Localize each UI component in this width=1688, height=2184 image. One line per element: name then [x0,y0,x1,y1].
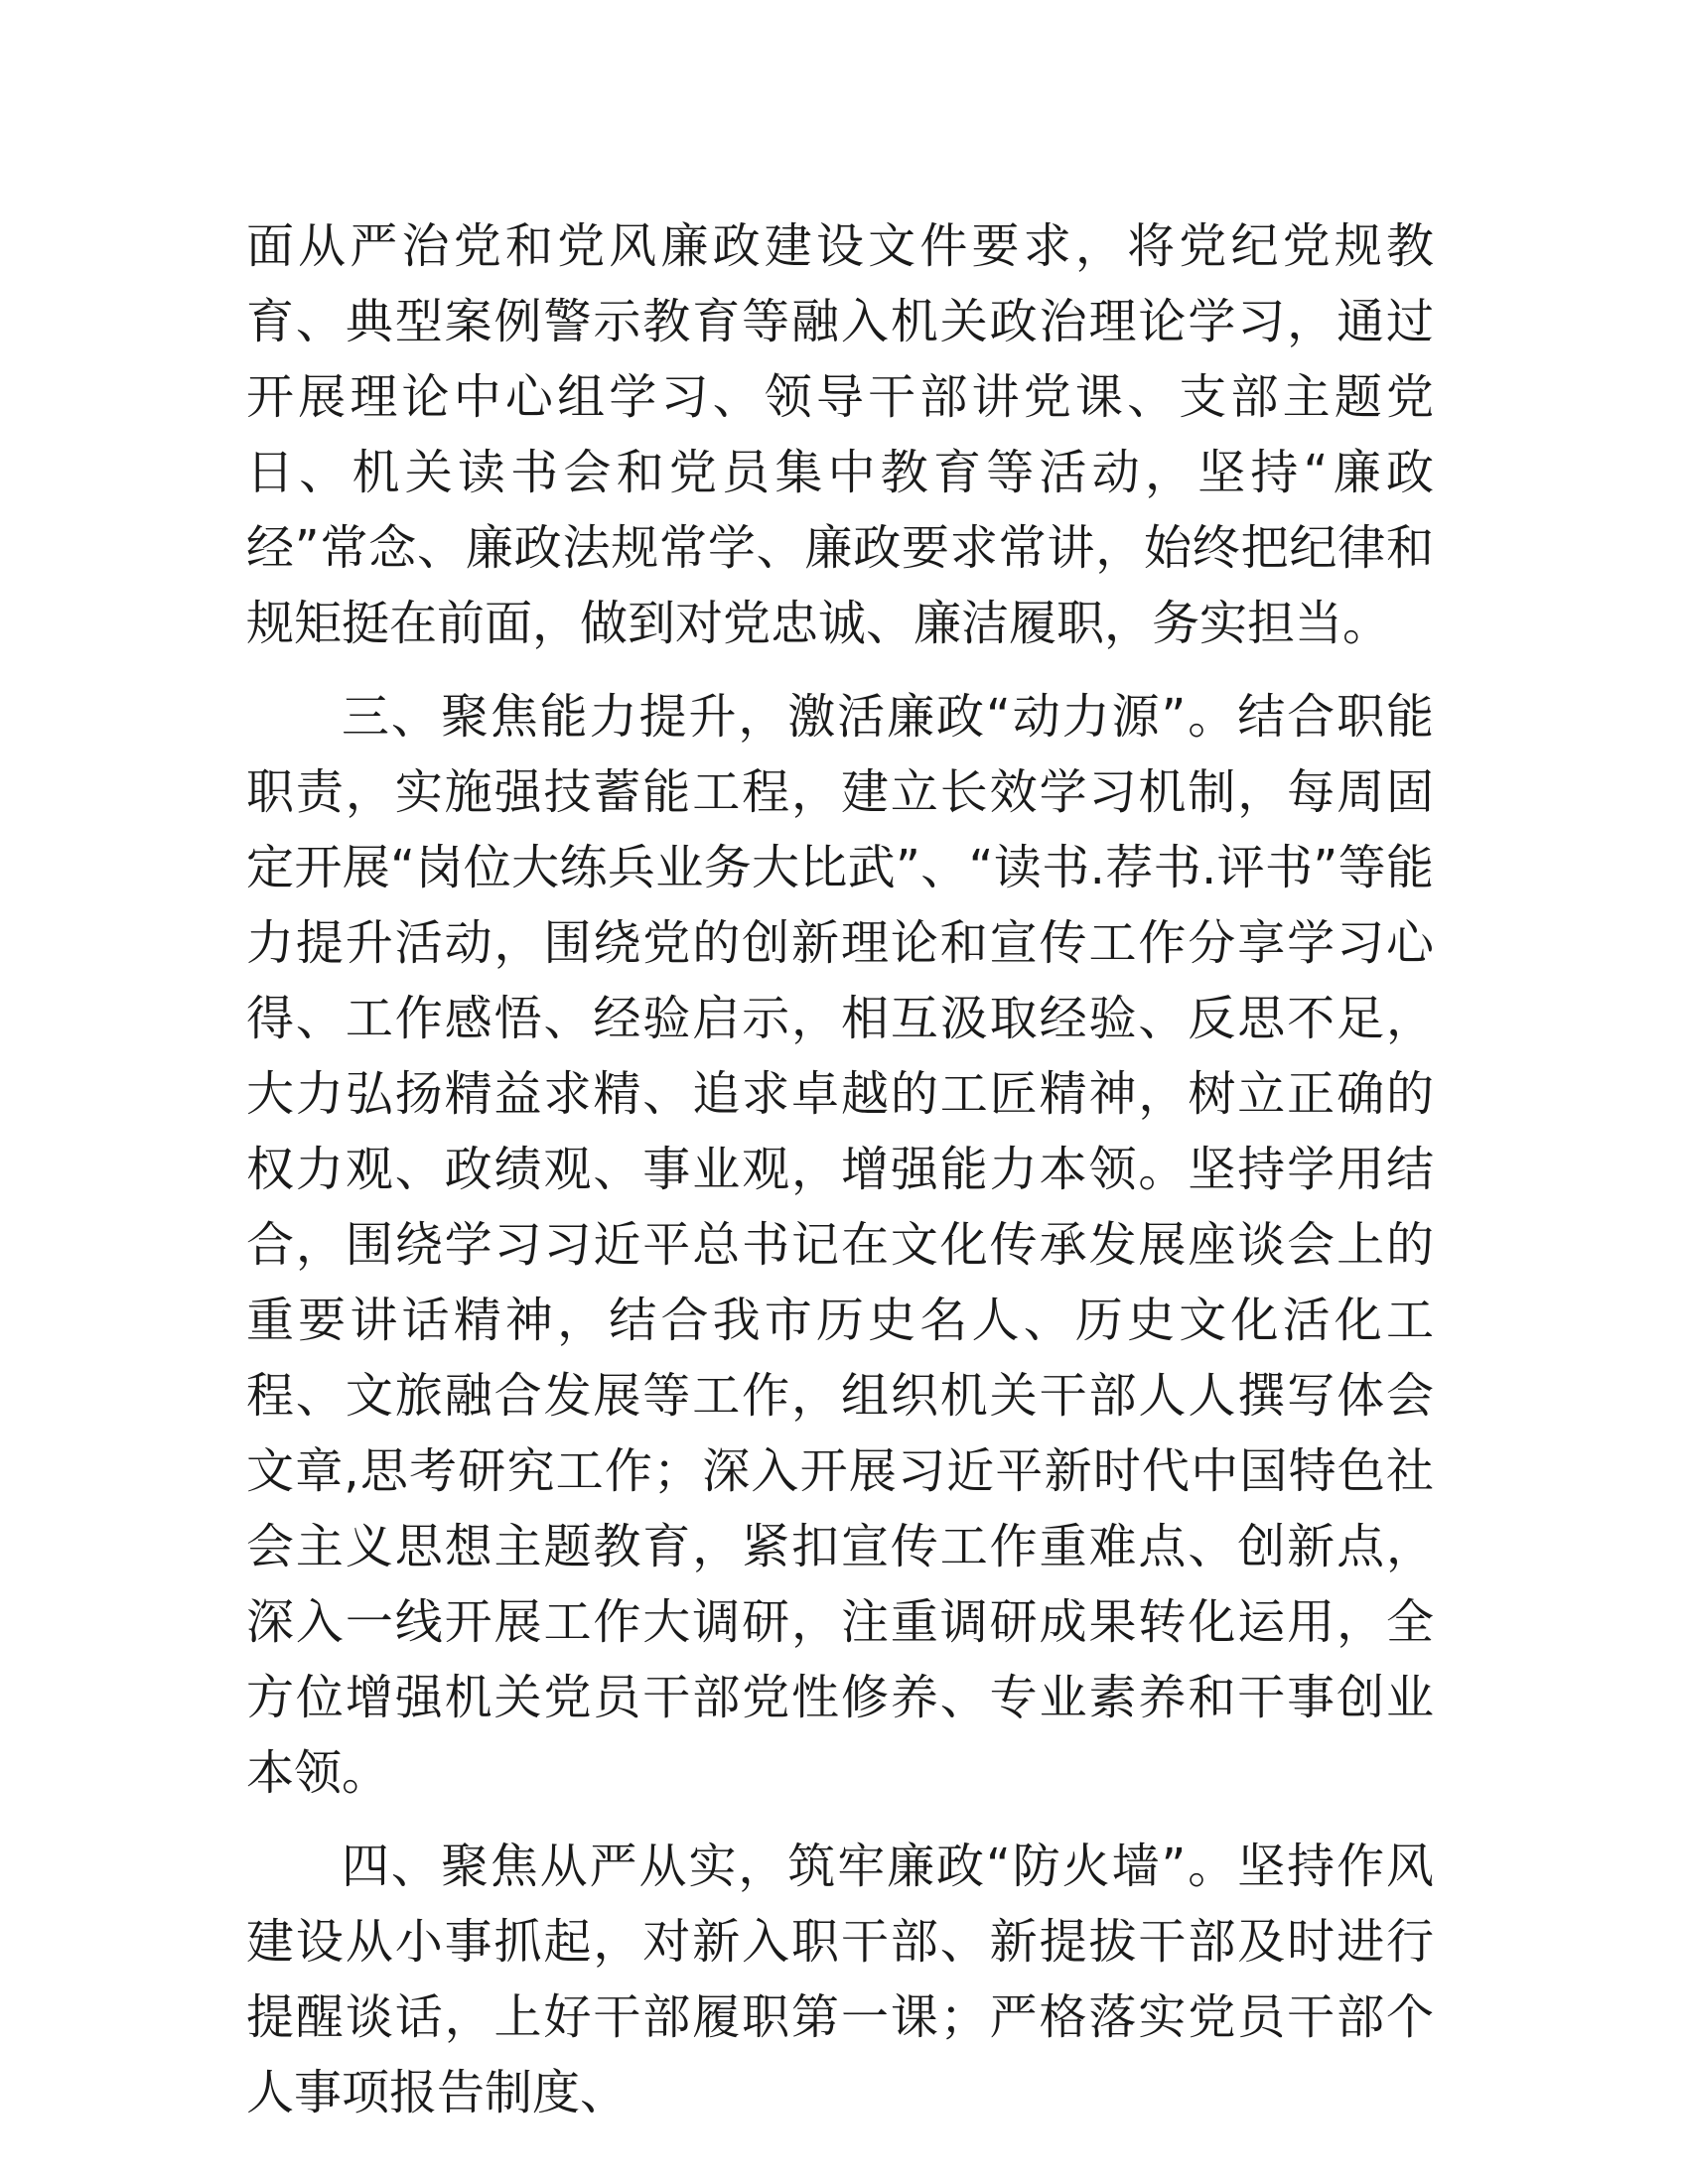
paragraph-section-four: 四、聚焦从严从实，筑牢廉政“防火墙”。坚持作风建设从小事抓起，对新入职干部、新提拔干部及时进行提醒谈话，上好干部履职第一课；严格落实党员干部个人事项报告制度、 [246,1839,1434,2120]
paragraph-section-three: 三、聚焦能力提升，激活廉政“动力源”。结合职能职责，实施强技蓄能工程，建立长效学习机制，每周固定开展“岗位大练兵业务大比武”、“读书.荐书.评书”等能力提升活动，围绕党的创新理论和宣传工作分享学习心得、工作感悟、经验启示，相互汲取经验、反思不足，大力弘扬精益求精、追求卓越的工匠精神，树立正确的权力观、政绩观、事业观，增强能力本领。坚持学用结合，围绕学习习近平总书记在文化传承发展座谈会上的重要讲话精神，结合我市历史名人、历史文化活化工程、文旅融合发展等工作，组织机关干部人人撰写体会文章,思考研究工作；深入开展习近平新时代中国特色社会主义思想主题教育，紧扣宣传工作重难点、创新点，深入一线开展工作大调研，注重调研成果转化运用，全方位增强机关党员干部党性修养、专业素养和干事创业本领。 [246,689,1434,1801]
document-body [246,208,1434,2130]
paragraph-continuation: 面从严治党和党风廉政建设文件要求，将党纪党规教育、典型案例警示教育等融入机关政治理论学习，通过开展理论中心组学习、领导干部讲党课、支部主题党日、机关读书会和党员集中教育等活动，坚持“廉政经”常念、廉政法规常学、廉政要求常讲，始终把纪律和规矩挺在前面，做到对党忠诚、廉洁履职，务实担当。 [246,218,1434,651]
